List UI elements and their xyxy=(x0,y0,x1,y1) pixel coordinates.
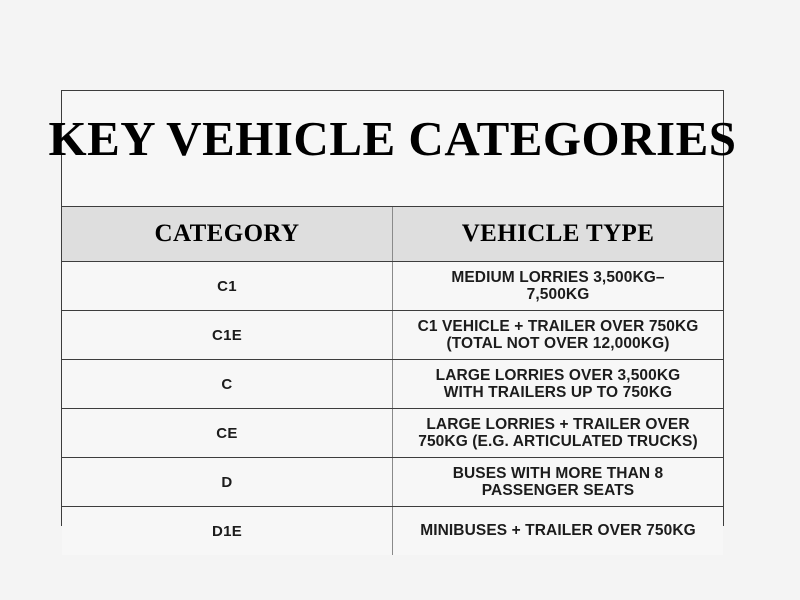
vehicle-type-line-2: PASSENGER SEATS xyxy=(481,482,635,499)
cell-category: C1E xyxy=(62,311,393,360)
vehicle-type-line-2: 750KG (E.G. ARTICULATED TRUCKS) xyxy=(418,433,698,450)
table-row xyxy=(62,360,723,409)
table-row xyxy=(62,311,723,360)
vehicle-type-line-1: LARGE LORRIES + TRAILER OVER xyxy=(426,415,690,433)
cell-vehicle-type xyxy=(393,409,724,458)
vehicle-type-line-2: WITH TRAILERS UP TO 750KG xyxy=(443,384,673,401)
cell-category: CE xyxy=(62,409,393,458)
table-row xyxy=(62,409,723,458)
table-row xyxy=(62,458,723,507)
vehicle-categories-table xyxy=(62,207,723,555)
page-title: KEY VEHICLE CATEGORIES xyxy=(48,111,737,166)
vehicle-type-line-1: MINIBUSES + TRAILER OVER 750KG xyxy=(420,522,696,540)
vehicle-type-line-2: (TOTAL NOT OVER 12,000KG) xyxy=(446,335,670,352)
cell-category: D1E xyxy=(62,507,393,556)
table-row xyxy=(62,262,723,311)
cell-vehicle-type xyxy=(393,262,724,311)
table-row xyxy=(62,507,723,556)
column-header-category: CATEGORY xyxy=(62,207,393,262)
vehicle-type-line-1: LARGE LORRIES OVER 3,500KG xyxy=(435,366,681,384)
table-body xyxy=(62,262,723,556)
column-header-vehicle-type: VEHICLE TYPE xyxy=(393,207,724,262)
cell-category: D xyxy=(62,458,393,507)
cell-vehicle-type xyxy=(393,360,724,409)
vehicle-type-line-1: C1 VEHICLE + TRAILER OVER 750KG xyxy=(417,317,699,335)
vehicle-type-line-2: 7,500KG xyxy=(526,286,590,303)
cell-vehicle-type xyxy=(393,458,724,507)
cell-category: C xyxy=(62,360,393,409)
title-band xyxy=(48,91,737,207)
vehicle-type-line-1: MEDIUM LORRIES 3,500KG– xyxy=(451,268,665,286)
table-header xyxy=(62,207,723,262)
vehicle-type-line-1: BUSES WITH MORE THAN 8 xyxy=(452,464,664,482)
key-vehicle-categories-card xyxy=(48,90,737,540)
cell-category: C1 xyxy=(62,262,393,311)
cell-vehicle-type xyxy=(393,507,724,556)
cell-vehicle-type xyxy=(393,311,724,360)
table-header-row xyxy=(62,207,723,262)
